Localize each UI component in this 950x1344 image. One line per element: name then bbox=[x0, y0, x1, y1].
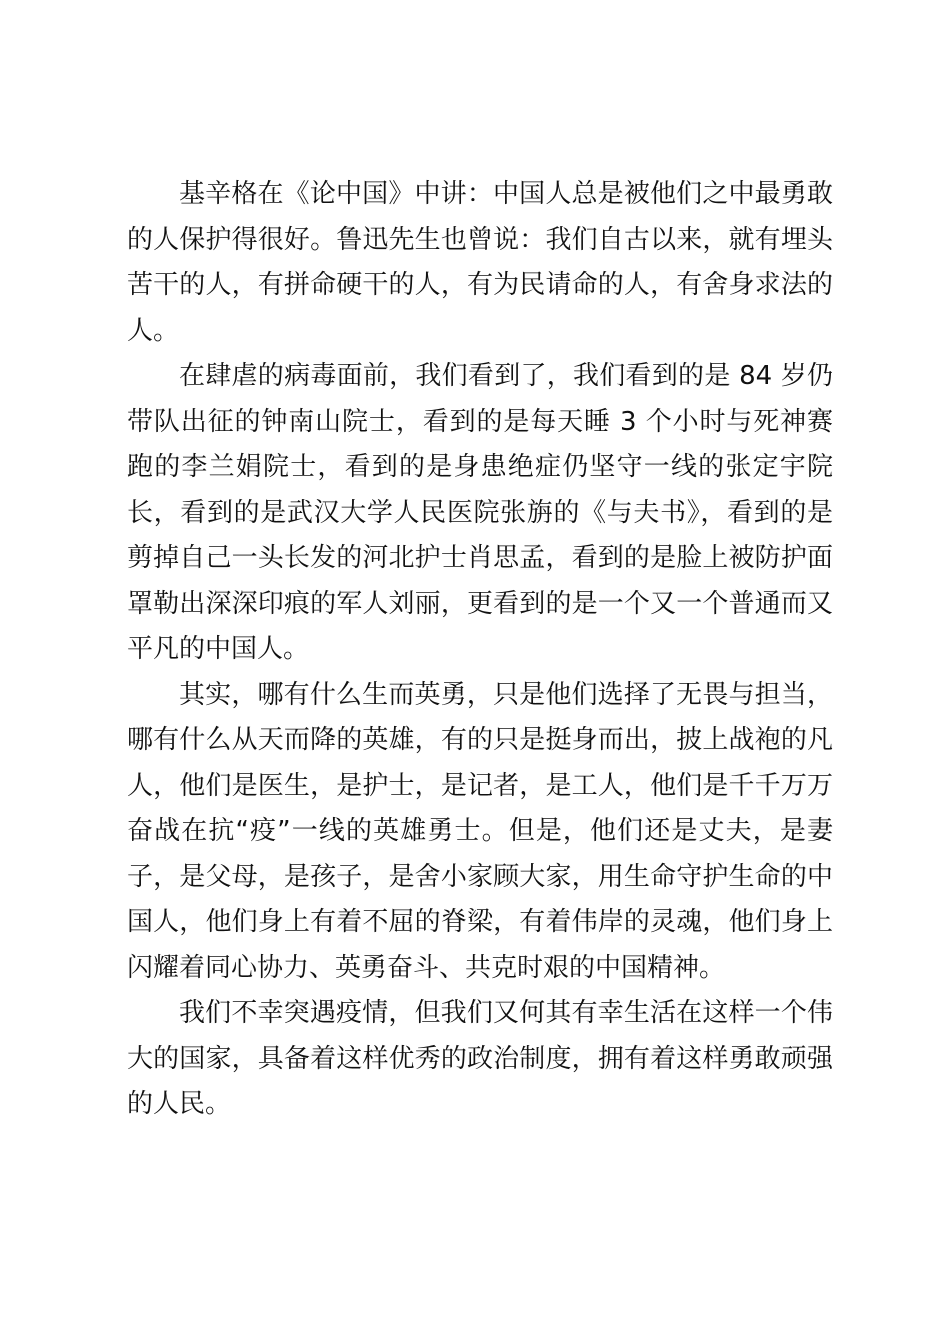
paragraph-3: 其实，哪有什么生而英勇，只是他们选择了无畏与担当，哪有什么从天而降的英雄，有的只是挺身而出，披上战袍的凡人，他们是医生，是护士，是记者，是工人，他们是千千万万奋战在抗“疫”一线的英雄勇士。但是，他们还是丈夫，是妻子，是父母，是孩子，是舍小家顾大家，用生命守护生命的中国人，他们身上有着不屈的脊梁，有着伟岸的灵魂，他们身上闪耀着同心协力、英勇奋斗、共克时艰的中国精神。 bbox=[127, 679, 833, 983]
paragraph-4: 我们不幸突遇疫情，但我们又何其有幸生活在这样一个伟大的国家，具备着这样优秀的政治制度，拥有着这样勇敢顽强的人民。 bbox=[127, 998, 833, 1119]
paragraph-1: 基辛格在《论中国》中讲：中国人总是被他们之中最勇敢的人保护得很好。鲁迅先生也曾说：我们自古以来，就有埋头苦干的人，有拼命硬干的人，有为民请命的人，有舍身求法的人。 bbox=[127, 179, 833, 346]
paragraph-2: 在肆虐的病毒面前，我们看到了，我们看到的是 84 岁仍带队出征的钟南山院士，看到的是每天睡 3 个小时与死神赛跑的李兰娟院士，看到的是身患绝症仍坚守一线的张定宇院长，看到的是武汉大学人民医院张旃的《与夫书》，看到的是剪掉自己一头长发的河北护士肖思孟，看到的是脸上被防护面罩勒出深深印痕的军人刘丽，更看到的是一个又一个普通而又平凡的中国人。 bbox=[127, 361, 833, 664]
document-body bbox=[127, 172, 833, 1128]
